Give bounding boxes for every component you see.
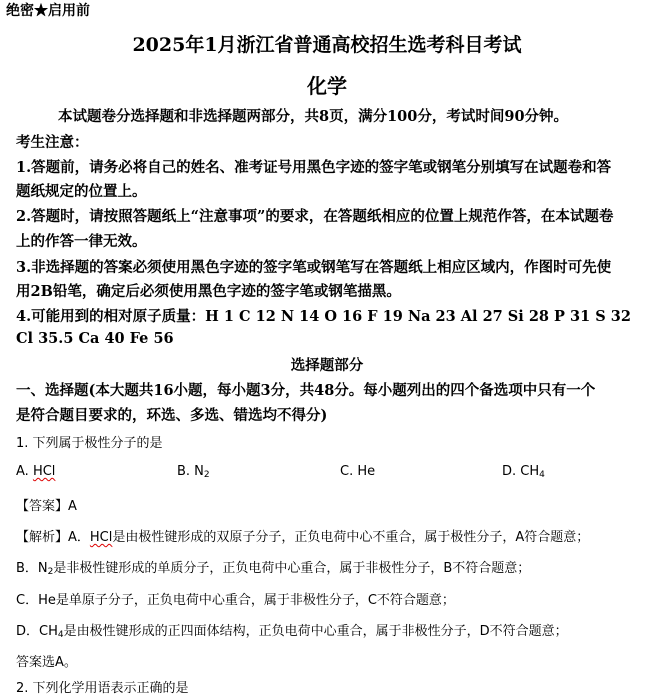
explanation-b: B．$N_2$是非极性键形成的单质分子，正负电荷中心重合，属于非极性分子，B不符合题意； — [16, 561, 531, 577]
next-question-partial: 2. 下列化学用语表示正确的是 — [16, 681, 189, 696]
explanation-a: 【解析】A．HCl是由极性键形成的双原子分子，正负电荷中心不重合，属于极性分子，A符合题意； — [16, 530, 590, 545]
formula: HCl — [32, 464, 56, 479]
atomic-mass-line: 4.可能用到的相对原子质量：H 1 C 12 N 14 O 16 F 19 Na 23 Al 27 Si 28 P 31 S 32 — [16, 308, 631, 325]
notice-line: 2.答题时，请按照答题纸上“注意事项”的要求，在答题纸相应的位置上规范作答，在本试题卷 — [16, 208, 614, 225]
explanation-d: D．$CH_4$是由极性键形成的正四面体结构，正负电荷中心重合，属于非极性分子，D不符合题意； — [16, 624, 568, 640]
option-c: C. He — [340, 464, 376, 479]
section-instructions: 一、选择题(本大题共16小题，每小题3分，共48分。每小题列出的四个备选项中只有一个 — [16, 382, 596, 399]
intro-text: 本试题卷分选择题和非选择题两部分，共8页，满分100分，考试时间90分钟。 — [58, 108, 569, 125]
question-stem: 1. 下列属于极性分子的是 — [16, 436, 163, 451]
notice-line: 用2B铅笔，确定后必须使用黑色字迹的签字笔或钢笔描黑。 — [16, 283, 401, 300]
answer: 【答案】A — [16, 499, 77, 514]
formula: HCl — [89, 530, 113, 545]
notice-heading: 考生注意： — [16, 134, 89, 151]
explanation-c: C．He是单原子分子，正负电荷中心重合，属于非极性分子，C不符合题意； — [16, 593, 455, 608]
option-a: A. HCl — [16, 464, 56, 479]
explanation-conclusion: 答案选A。 — [16, 655, 77, 670]
section-instructions: 是符合题目要求的，环选、多选、错选均不得分) — [16, 407, 328, 424]
atomic-mass-line: Cl 35.5 Ca 40 Fe 56 — [16, 330, 174, 347]
option-b: B. $N_2$ — [177, 464, 210, 480]
notice-line: 上的作答一律无效。 — [16, 233, 147, 250]
notice-line: 3.非选择题的答案必须使用黑色字迹的签字笔或钢笔写在答题纸上相应区域内，作图时可先使 — [16, 259, 612, 276]
notice-line: 1.答题前，请务必将自己的姓名、准考证号用黑色字迹的签字笔或钢笔分别填写在试题卷和答 — [16, 159, 612, 176]
option-d: D. $CH_4$ — [502, 464, 545, 480]
notice-line: 题纸规定的位置上。 — [16, 183, 147, 200]
subject-title: 化学 — [307, 74, 347, 98]
section-title: 选择题部分 — [290, 357, 364, 374]
exam-title: 2025年1月浙江省普通高校招生选考科目考试 — [132, 34, 522, 56]
secret-label: 绝密★启用前 — [6, 3, 90, 19]
